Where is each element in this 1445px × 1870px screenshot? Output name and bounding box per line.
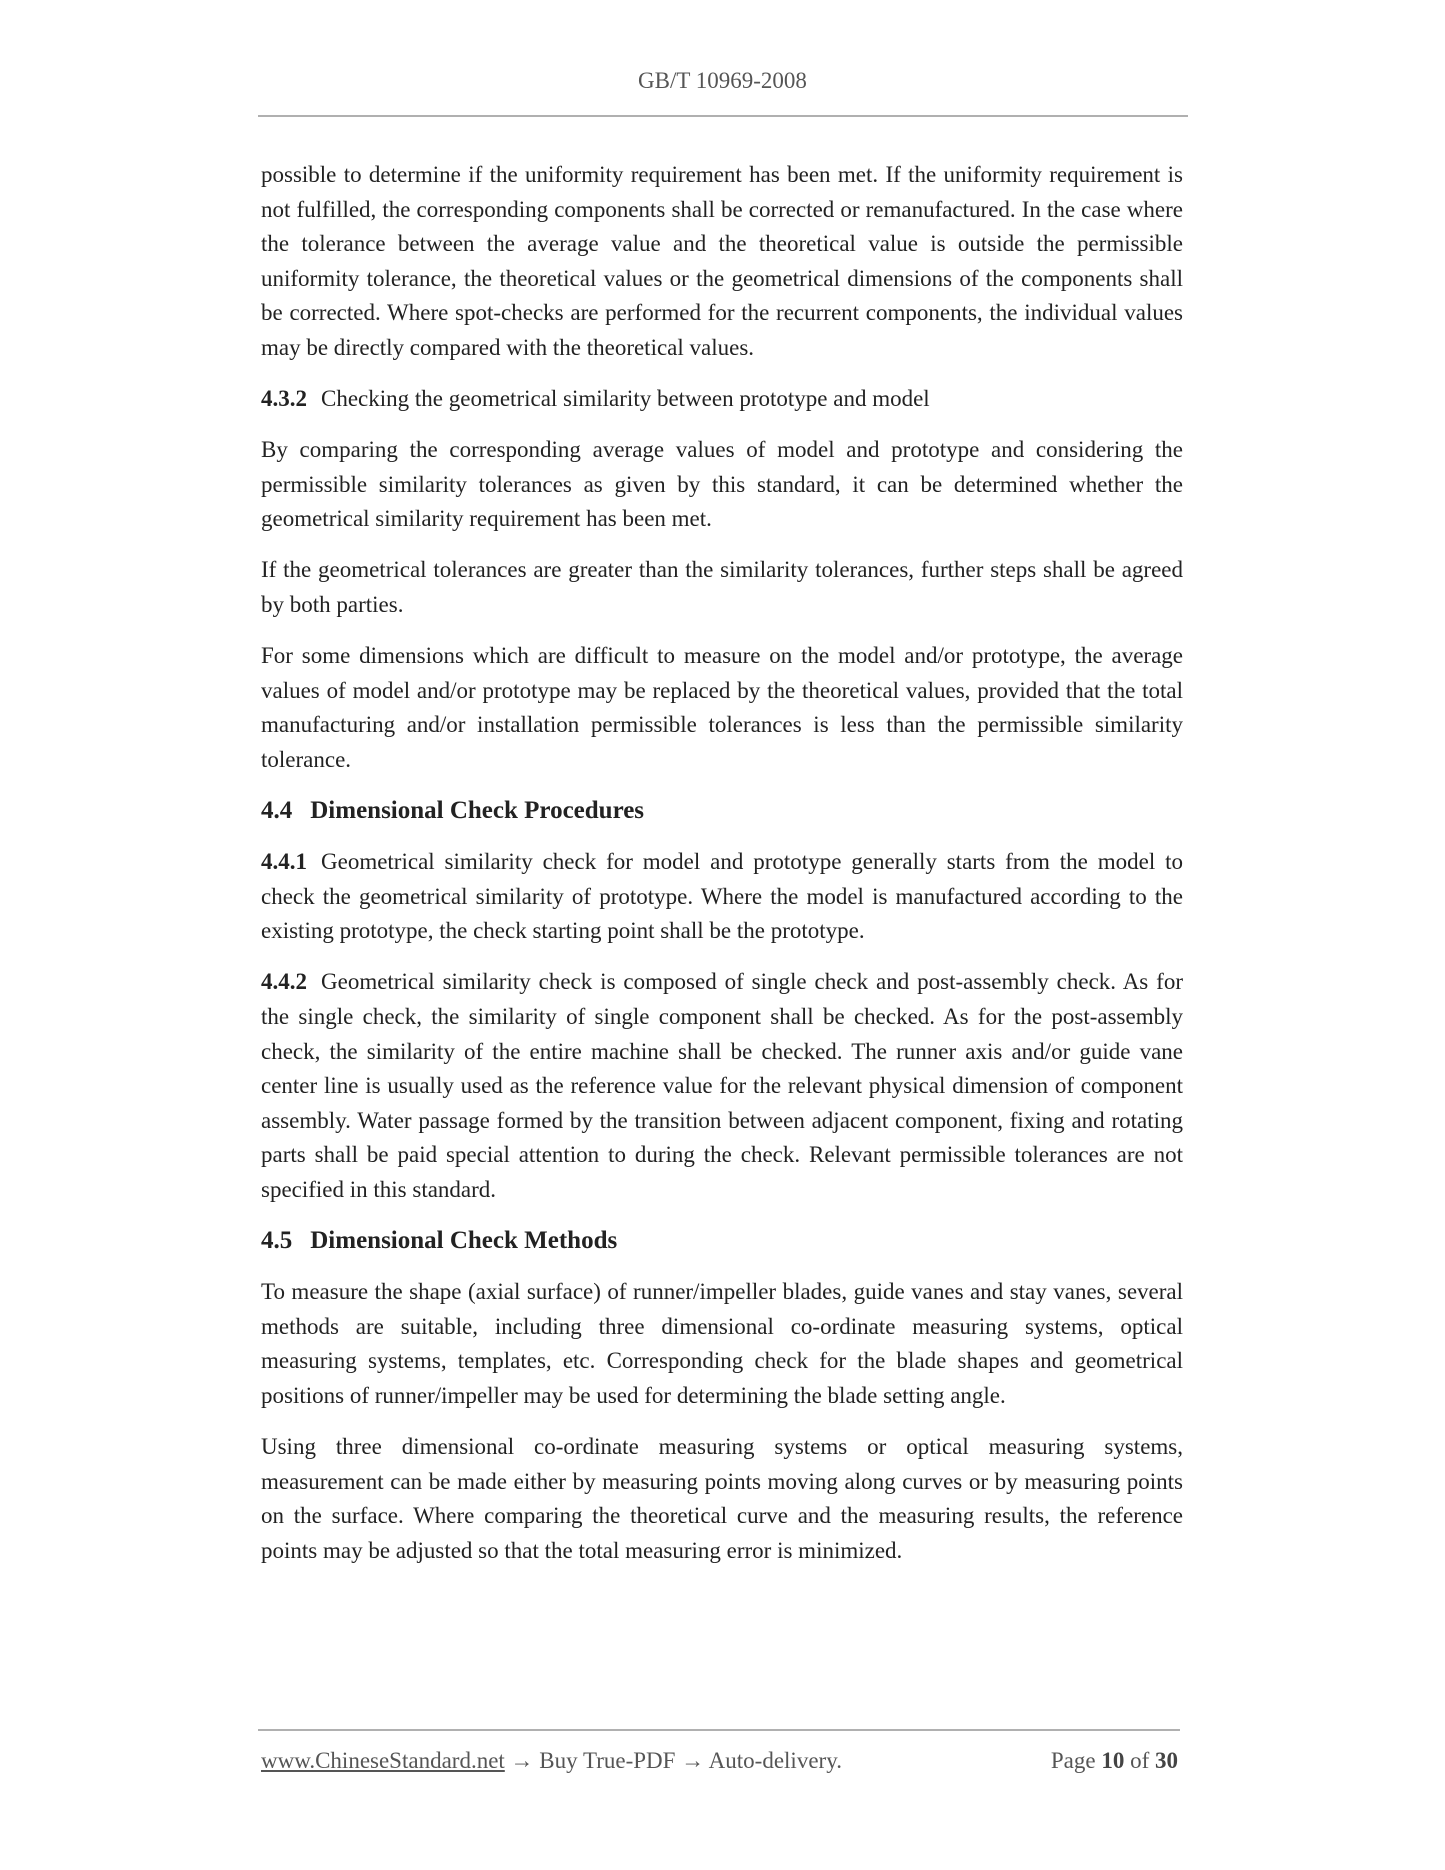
paragraph xyxy=(261,433,1183,537)
text: By comparing the corresponding average values of model and prototype and considering the permissible similarity tolerances as given by this standard, it can be determined whether the geometrical similarity requirement has been met. xyxy=(261,437,1183,532)
buy-text: Buy True-PDF xyxy=(539,1748,676,1773)
section-number: 4.3.2 xyxy=(261,386,307,412)
paragraph xyxy=(261,1275,1183,1413)
paragraph xyxy=(261,382,1183,417)
page-number: Page 10 of 30 xyxy=(1050,1748,1178,1773)
section-heading xyxy=(261,1224,1183,1259)
document-header: GB/T 10969-2008 xyxy=(638,68,807,93)
text: Geometrical similarity check is composed of single check and post-assembly check. As for the single check, the similarity of single component shall be checked. As for the post-assembly check, the similarity of the entire machine shall be checked. The runner axis and/or guide vane center line is usually used as the reference value for the relevant physical dimension of component assembly. Water passage formed by the transition between adjacent component, fixing and rotating parts shall be paid special attention to during the check. Relevant permissible tolerances are not specified in this standard. xyxy=(261,969,1183,1202)
text: Geometrical similarity check for model and prototype generally starts from the model to check the geometrical similarity of prototype. Where the model is manufactured according to the existing prototype, the check starting point shall be the prototype. xyxy=(261,849,1183,944)
text: To measure the shape (axial surface) of runner/impeller blades, guide vanes and stay vanes, several methods are suitable, including three dimensional co-ordinate measuring systems, optical measuring systems, templates, etc. Corresponding check for the blade shapes and geometrical positions of runner/impeller may be used for determining the blade setting angle. xyxy=(261,1279,1183,1408)
text: Checking the geometrical similarity between prototype and model xyxy=(321,386,930,412)
arrow-icon: → xyxy=(681,1748,705,1773)
website-link[interactable]: www.ChineseStandard.net xyxy=(261,1748,505,1773)
paragraph xyxy=(261,639,1183,777)
text: If the geometrical tolerances are greater than the similarity tolerances, further steps shall be agreed by both parties. xyxy=(261,557,1183,618)
section-number: 4.4 xyxy=(261,797,293,824)
text: possible to determine if the uniformity requirement has been met. If the uniformity requirement is not fulfilled, the corresponding components shall be corrected or remanufactured. In the case where the tolerance between the average value and the theoretical value is outside the permissible uniformity tolerance, the theoretical values or the geometrical dimensions of the components shall be corrected. Where spot-checks are performed for the recurrent components, the individual values may be directly compared with the theoretical values. xyxy=(261,162,1183,360)
paragraph xyxy=(261,965,1183,1207)
text: Dimensional Check Methods xyxy=(310,1227,618,1255)
paragraph xyxy=(261,158,1183,366)
text: For some dimensions which are difficult to measure on the model and/or prototype, the average values of model and/or prototype may be replaced by the theoretical values, provided that the total manufacturing and/or installation permissible tolerances is less than the permissible similarity tolerance. xyxy=(261,643,1183,772)
paragraph xyxy=(261,1430,1183,1568)
section-heading xyxy=(261,794,1183,829)
section-number: 4.5 xyxy=(261,1227,293,1255)
paragraph xyxy=(261,553,1183,622)
text: Dimensional Check Procedures xyxy=(310,797,645,824)
text: Using three dimensional co-ordinate measuring systems or optical measuring systems, measurement can be made either by measuring points moving along curves or by measuring points on the surface. Where comparing the theoretical curve and the measuring results, the reference points may be adjusted so that the total measuring error is minimized. xyxy=(261,1434,1183,1563)
header-divider xyxy=(258,115,1188,117)
paragraph xyxy=(261,845,1183,949)
section-number: 4.4.2 xyxy=(261,969,307,995)
arrow-icon: → xyxy=(510,1748,534,1773)
document-body xyxy=(261,158,1183,1585)
delivery-text: Auto-delivery. xyxy=(708,1748,842,1773)
section-number: 4.4.1 xyxy=(261,849,307,875)
footer-promo xyxy=(261,1748,842,1774)
footer-divider xyxy=(258,1729,1180,1731)
page-footer xyxy=(261,1748,1178,1774)
